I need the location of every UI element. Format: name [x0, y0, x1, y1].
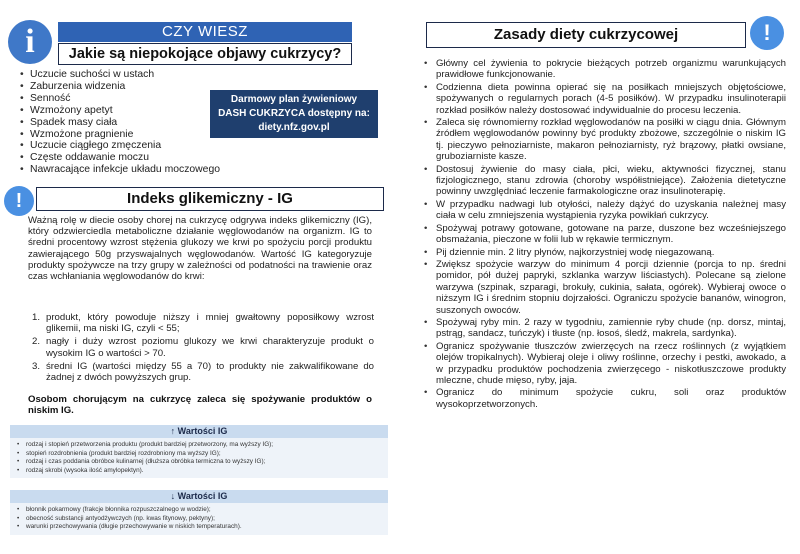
list-item: • Zwiększ spożycie warzyw do minimum 4 porcji dziennie (porcja to np. średni pomidor, pół dużej papryki, szklanka warzyw liściastych). Polecane są zielone warzywa (szpinak, szparagi, brokuły, cukinia, sałata, ogórek). Wybieraj owoce o niższym IG i średnim stopniu dojrzałości. Ograniczu spożycie bananów, winogron, suszonych owoców.: [422, 259, 786, 316]
list-item: • Ogranicz do minimum spożycie cukru, soli oraz produktów wysokoprzetworzonych.: [422, 387, 786, 410]
list-item: • Spożywaj ryby min. 2 razy w tygodniu, zamiennie ryby chude (np. dorsz, mintaj, pstrąg, sandacz, tuńczyk) i tłuste (np. łosoś, śledź, makrela, sardynka).: [422, 317, 786, 340]
ig-categories-list: [28, 312, 374, 383]
left-column: [0, 0, 398, 554]
ig-decrease-table: [10, 490, 388, 535]
list-item: • Spadek masy ciała: [14, 117, 244, 129]
list-text: nagły i duży wzrost poziomu glukozy we krwi charakteryzuje produkt o wysokim IG o wartości > 70.: [46, 336, 374, 359]
table-row: • stopień rozdrobnienia (produkt bardziej rozdrobniony ma wyższy IG);: [16, 450, 382, 459]
table-row: • rodzaj i stopień przetworzenia produktu (produkt bardziej przetworzony, ma wyższy IG);: [16, 441, 382, 450]
list-item: • Zaleca się równomierny rozkład węglowodanów na posiłki w ciągu dnia. Głównym źródłem węglowodanów powinny być produkty zbożowe, szczególnie o niskim IG tj. pieczywo pełnoziarniste, makaron pełnoziarnisty, ryż brązowy, płatki owsiane, gruboziarniste kasze.: [422, 117, 786, 163]
list-number: 3.: [32, 360, 41, 372]
exclamation-icon: !: [750, 16, 784, 50]
list-item: • Zaburzenia widzenia: [14, 81, 244, 93]
table-row: • warunki przechowywania (długie przechowywanie w niskich temperaturach).: [16, 523, 382, 532]
ig-intro: Ważną rolę w diecie osoby chorej na cukrzycę odgrywa indeks glikemiczny (IG), który odzwierciedla metaboliczne działanie węglowodanów na organizm. IG to średni procentowy wzrost stężenia glukozy we krwi po spożyciu porcji produktu zawierającego 50g przyswajalnych węglowodanów. Wartość IG kategoryzuje produkty spożywcze na trzy grupy w zależności od podatności na trawienie oraz czas wchłaniania węglowodanów do krwi:: [28, 215, 372, 283]
list-number: 1.: [32, 312, 41, 323]
info-icon: i: [8, 20, 52, 64]
list-item: • Wzmożone pragnienie: [14, 129, 244, 141]
ig-increase-table: [10, 425, 388, 478]
promo-line: DASH CUKRZYCA dostępny na:: [218, 108, 370, 119]
list-item: • Nawracające infekcje układu moczowego: [14, 164, 244, 176]
table-row: • obecność substancji antyodżywczych (np. kwas fitynowy, pektyny);: [16, 515, 382, 524]
list-item: • Pij dziennie min. 2 litry płynów, najkorzystniej wodę niegazowaną.: [422, 247, 786, 258]
list-item: • Uczucie ciągłego zmęczenia: [14, 140, 244, 152]
diet-plan-promo[interactable]: [210, 90, 378, 138]
table-row: • rodzaj skrobi (wysoka ilość amylopektyn).: [16, 467, 382, 476]
table-header: ↓ Wartości IG: [10, 490, 388, 503]
table-row: • rodzaj i czas poddania obróbce kulinarnej (dłuższa obróbka termiczna to wyższy IG);: [16, 458, 382, 467]
list-item: • Uczucie suchości w ustach: [14, 69, 244, 81]
list-item: • Wzmożony apetyt: [14, 105, 244, 117]
table-header: ↑ Wartości IG: [10, 425, 388, 438]
list-item: • Senność: [14, 93, 244, 105]
list-item: • Spożywaj potrawy gotowane, gotowane na parze, duszone bez wcześniejszego obsmażania, pieczone w folii lub w rękawie termicznym.: [422, 223, 786, 246]
did-you-know-banner: CZY WIESZ: [58, 22, 352, 42]
list-text: produkt, który powoduje niższy i mniej gwałtowny poposiłkowy wzrost glikemii, ma niski IG, czyli < 55;: [46, 312, 374, 335]
list-text: średni IG (wartości między 55 a 70) to produkty nie zakwalifikowane do żadnej z dwóch powyższych grup.: [46, 360, 374, 384]
ig-recommendation: Osobom chorującym na cukrzycę zaleca się spożywanie produktów o niskim IG.: [28, 394, 372, 417]
exclamation-icon: !: [4, 186, 34, 216]
table-row: • błonnik pokarmowy (frakcje błonnika rozpuszczalnego w wodzie);: [16, 506, 382, 515]
list-item: • Główny cel żywienia to pokrycie bieżących potrzeb organizmu warunkujących prawidłowe funkcjonowanie.: [422, 58, 786, 81]
list-item: • Częste oddawanie moczu: [14, 152, 244, 164]
diet-rules-list: [422, 58, 786, 411]
symptoms-title: Jakie są niepokojące objawy cukrzycy?: [58, 43, 352, 65]
diet-rules-title: Zasady diety cukrzycowej: [426, 22, 746, 48]
table-body: [10, 438, 388, 478]
list-item: • Dostosuj żywienie do masy ciała, płci, wieku, aktywności fizycznej, stanu fizjologicznego, stanu zdrowia (choroby współistniejące). Założenia dietetyczne powinny uwzględniać leczenie farmakologiczne oraz insulinoterapię.: [422, 164, 786, 198]
promo-link[interactable]: diety.nfz.gov.pl: [258, 122, 330, 133]
promo-line: Darmowy plan żywieniowy: [230, 94, 358, 105]
list-item: • Codzienna dieta powinna opierać się na posiłkach mniejszych objętościowe, spożywanych o regularnych porach (4-5 posiłków). W przypadku insulinoterapii rozkład posiłków należy dostosować indywidualnie do procesu leczenia.: [422, 82, 786, 116]
list-item: [28, 312, 374, 334]
list-number: 2.: [32, 336, 41, 348]
list-item: [28, 336, 374, 358]
table-body: [10, 503, 388, 535]
list-item: • W przypadku nadwagi lub otyłości, należy dążyć do uzyskania należnej masy ciała w celu zmniejszenia wystąpienia ryzyka powikłań cukrzycy.: [422, 199, 786, 222]
list-item: • Ogranicz spożywanie tłuszczów zwierzęcych na rzecz roślinnych (z wyjątkiem olejów tropikalnych). Wybieraj oleje i oliwy roślinne, orzechy i pestki, awokado, a w przypadku produktów pochodzenia zwierzęcego - niskotłuszczowe produkty mleczne, chude mięso, ryby, jaja.: [422, 341, 786, 387]
list-item: [28, 361, 374, 383]
glycemic-index-title: Indeks glikemiczny - IG: [36, 187, 384, 211]
right-column: [410, 0, 800, 554]
